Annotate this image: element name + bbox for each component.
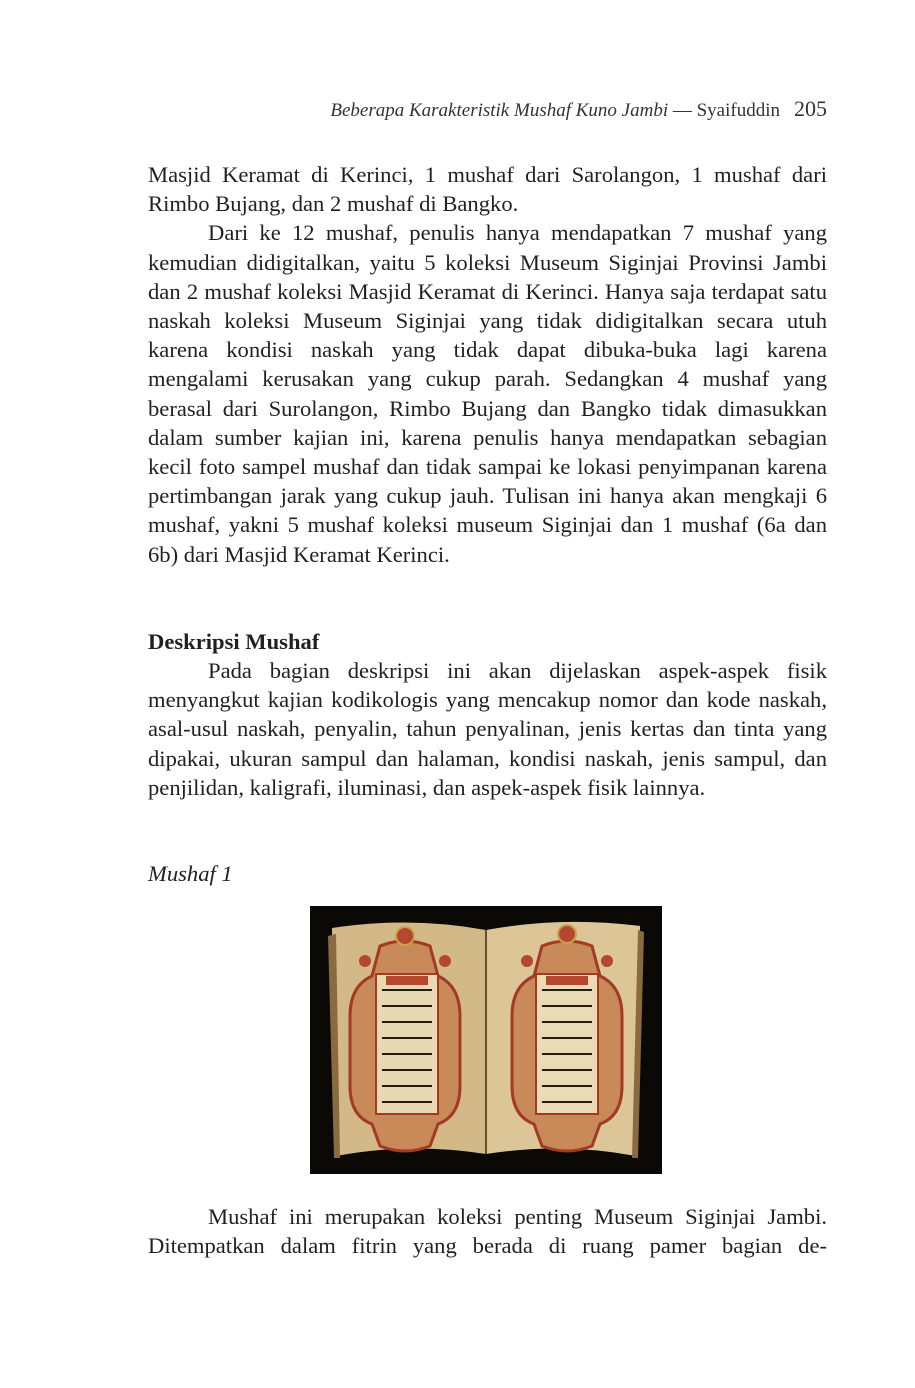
header-author: Syaifuddin <box>696 100 780 121</box>
paragraph-description: Pada bagian deskripsi ini akan dijelaskan aspek-aspek fisik menyangkut kajian kodikologis yang mencakup nomor dan kode naskah, asal-usul naskah, penyalin, tahun penyalinan, jenis kertas dan tinta yang dipakai, ukuran sampul dan halaman, kondisi naskah, jenis sampul, dan penjilidan, kaligrafi, iluminasi, dan aspek-aspek fisik lainnya. <box>148 658 827 800</box>
right-page-illumination <box>512 925 622 1151</box>
page-number: 205 <box>794 96 827 121</box>
illuminated-manuscript-illustration <box>310 906 662 1174</box>
manuscript-photo <box>310 906 662 1174</box>
paragraph-mushaf-1: Mushaf ini merupakan koleksi penting Museum Siginjai Jambi. Ditempatkan dalam fitrin yang berada di ruang pamer bagian de- <box>148 1204 827 1259</box>
subsection-heading: Mushaf 1 <box>148 861 233 887</box>
paragraph-continued: Masjid Keramat di Kerinci, 1 mushaf dari Sarolangon, 1 mushaf dari Rimbo Bujang, dan 2 mushaf di Bangko. <box>148 162 827 217</box>
running-title: Beberapa Karakteristik Mushaf Kuno Jambi <box>330 100 669 121</box>
header-separator: — <box>668 100 697 121</box>
left-page-illumination <box>350 927 460 1151</box>
body-text <box>148 160 827 1261</box>
paragraph-digitization: Dari ke 12 mushaf, penulis hanya mendapatkan 7 mushaf yang kemudian didigitalkan, yaitu 5 koleksi Museum Siginjai Provinsi Jambi dan 2 mushaf koleksi Masjid Keramat di Kerinci. Hanya saja terdapat satu naskah koleksi Museum Siginjai yang tidak didigitalkan secara utuh karena kondisi naskah yang tidak dapat dibuka-buka lagi karena mengalami kerusakan yang cukup parah. Sedangkan 4 mushaf yang berasal dari Surolangon, Rimbo Bujang dan Bangko tidak dimasukkan dalam sumber kajian ini, karena penulis hanya mendapatkan sebagian kecil foto sampel mushaf dan tidak sampai ke lokasi penyimpanan karena pertimbangan jarak yang cukup jauh. Tulisan ini hanya akan mengkaji 6 mushaf, yakni 5 mushaf koleksi museum Siginjai dan 1 mushaf (6a dan 6b) dari Masjid Keramat Kerinci. <box>148 220 827 567</box>
section-heading: Deskripsi Mushaf <box>148 628 320 654</box>
running-header <box>330 96 827 122</box>
